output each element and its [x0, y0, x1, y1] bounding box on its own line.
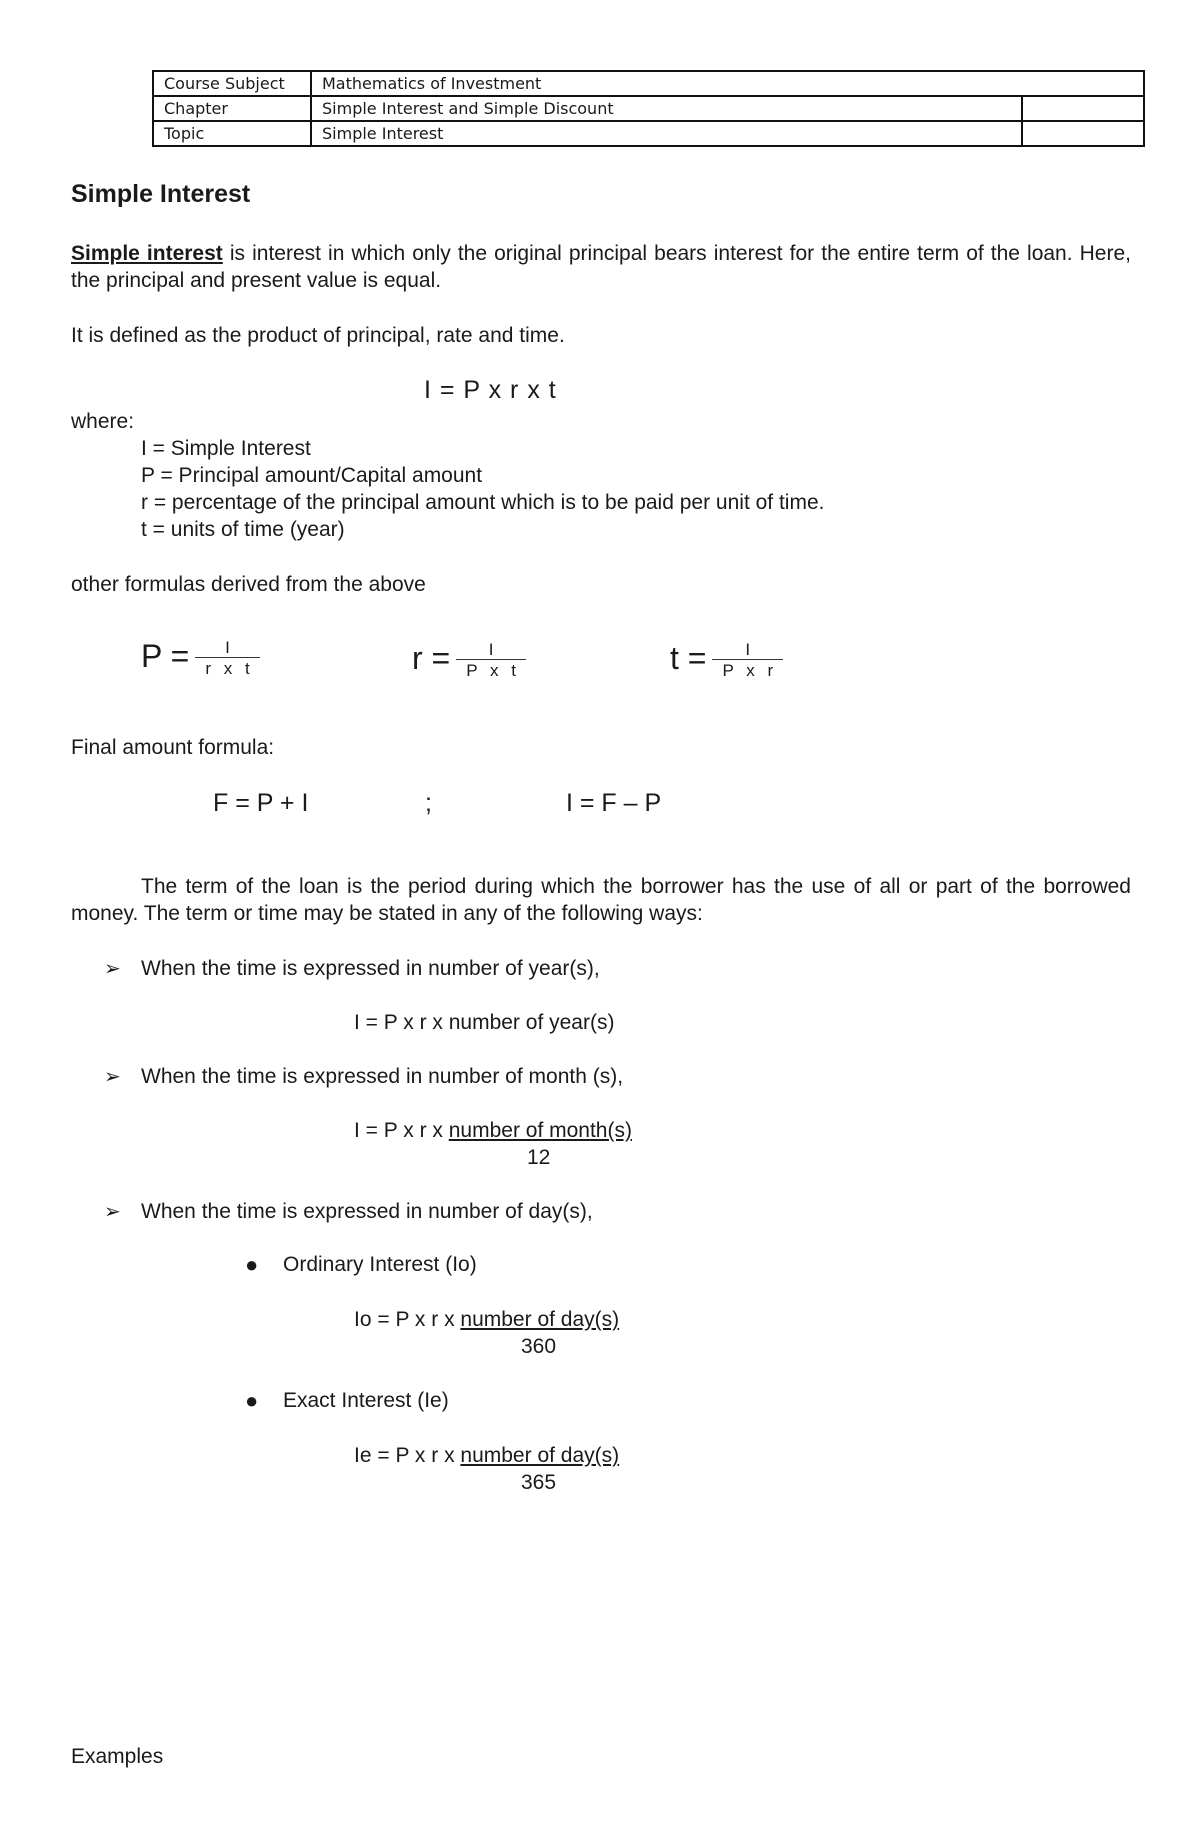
- arrowhead-bullet-icon: ➢: [104, 1066, 121, 1088]
- topic-label: Topic: [153, 121, 311, 146]
- where-item: P = Principal amount/Capital amount: [141, 464, 483, 487]
- fraction-denominator: P x t: [456, 659, 526, 680]
- formula-prefix: I = P x r x: [354, 1119, 449, 1142]
- fraction: [195, 639, 259, 678]
- interest-from-final-formula: I = F – P: [566, 789, 662, 817]
- arrowhead-bullet-icon: ➢: [104, 1201, 121, 1223]
- definition-text: It is defined as the product of principal, rate and time.: [71, 324, 565, 347]
- table-row: [153, 121, 1144, 146]
- intro-paragraph: [71, 240, 1131, 294]
- page-title: Simple Interest: [71, 180, 251, 208]
- empty-cell: [1022, 121, 1144, 146]
- intro-text: is interest in which only the original principal bears interest for the entire term of the loan. Here, the principal and present value is equal.: [71, 242, 1131, 292]
- final-label: Final amount formula:: [71, 736, 275, 759]
- fraction-denominator: P x r: [712, 659, 783, 680]
- arrowhead-bullet-icon: ➢: [104, 958, 121, 980]
- chapter-label: Chapter: [153, 96, 311, 121]
- list-item: [104, 1063, 121, 1091]
- examples-label: Examples: [71, 1745, 164, 1768]
- where-label: where:: [71, 410, 135, 433]
- dot-bullet-icon: ●: [245, 1252, 259, 1277]
- empty-cell: [1022, 96, 1144, 121]
- list-item: [104, 955, 121, 983]
- course-subject-label: Course Subject: [153, 71, 311, 96]
- fraction: [456, 641, 526, 680]
- formula-lhs: r =: [412, 640, 451, 676]
- fraction: [712, 641, 783, 680]
- case-years-text: When the time is expressed in number of year(s),: [141, 957, 600, 980]
- exact-interest-label: Exact Interest (Ie): [283, 1389, 449, 1412]
- header-table: [152, 70, 1145, 147]
- exact-denominator: 365: [521, 1471, 557, 1494]
- chapter-value: Simple Interest and Simple Discount: [311, 96, 1022, 121]
- formula-lhs: P =: [141, 638, 190, 674]
- ordinary-interest-formula: [354, 1306, 619, 1333]
- fraction-numerator: I: [488, 640, 494, 660]
- ordinary-denominator: 360: [521, 1335, 557, 1358]
- where-item: t = units of time (year): [141, 518, 345, 541]
- final-formula: F = P + I: [213, 789, 309, 817]
- formula-prefix: Io = P x r x: [354, 1308, 461, 1331]
- ordinary-interest-label: Ordinary Interest (Io): [283, 1253, 477, 1276]
- term-paragraph: The term of the loan is the period during which the borrower has the use of all or part of the borrowed money. The term or time may be stated in any of the following ways:: [71, 875, 1131, 925]
- formula-numerator: number of day(s): [460, 1308, 620, 1331]
- course-subject-value: Mathematics of Investment: [311, 71, 1144, 96]
- defined-term: Simple interest: [71, 242, 223, 265]
- formula-prefix: Ie = P x r x: [354, 1444, 461, 1467]
- exact-interest-formula: [354, 1442, 619, 1469]
- list-item: [104, 1198, 121, 1226]
- formula-numerator: number of day(s): [460, 1444, 620, 1467]
- case-days-text: When the time is expressed in number of day(s),: [141, 1200, 593, 1223]
- where-item: I = Simple Interest: [141, 437, 311, 460]
- principal-formula: [141, 638, 260, 678]
- months-denominator: 12: [527, 1146, 551, 1169]
- rate-formula: [412, 640, 526, 680]
- derived-label: other formulas derived from the above: [71, 573, 426, 596]
- main-formula: I = P x r x t: [424, 376, 557, 404]
- dot-bullet-icon: ●: [245, 1388, 259, 1413]
- topic-value: Simple Interest: [311, 121, 1022, 146]
- time-formula: [670, 640, 783, 680]
- table-row: [153, 96, 1144, 121]
- table-row: [153, 71, 1144, 96]
- fraction-numerator: I: [745, 640, 751, 660]
- years-formula: I = P x r x number of year(s): [354, 1011, 615, 1034]
- formula-separator: ;: [425, 789, 432, 817]
- where-item: r = percentage of the principal amount which is to be paid per unit of time.: [141, 491, 825, 514]
- formula-lhs: t =: [670, 640, 707, 676]
- fraction-numerator: I: [225, 638, 230, 658]
- formula-numerator: number of month(s): [448, 1119, 632, 1142]
- months-formula: [354, 1117, 632, 1144]
- case-months-text: When the time is expressed in number of month (s),: [141, 1065, 624, 1088]
- fraction-denominator: r x t: [195, 657, 259, 678]
